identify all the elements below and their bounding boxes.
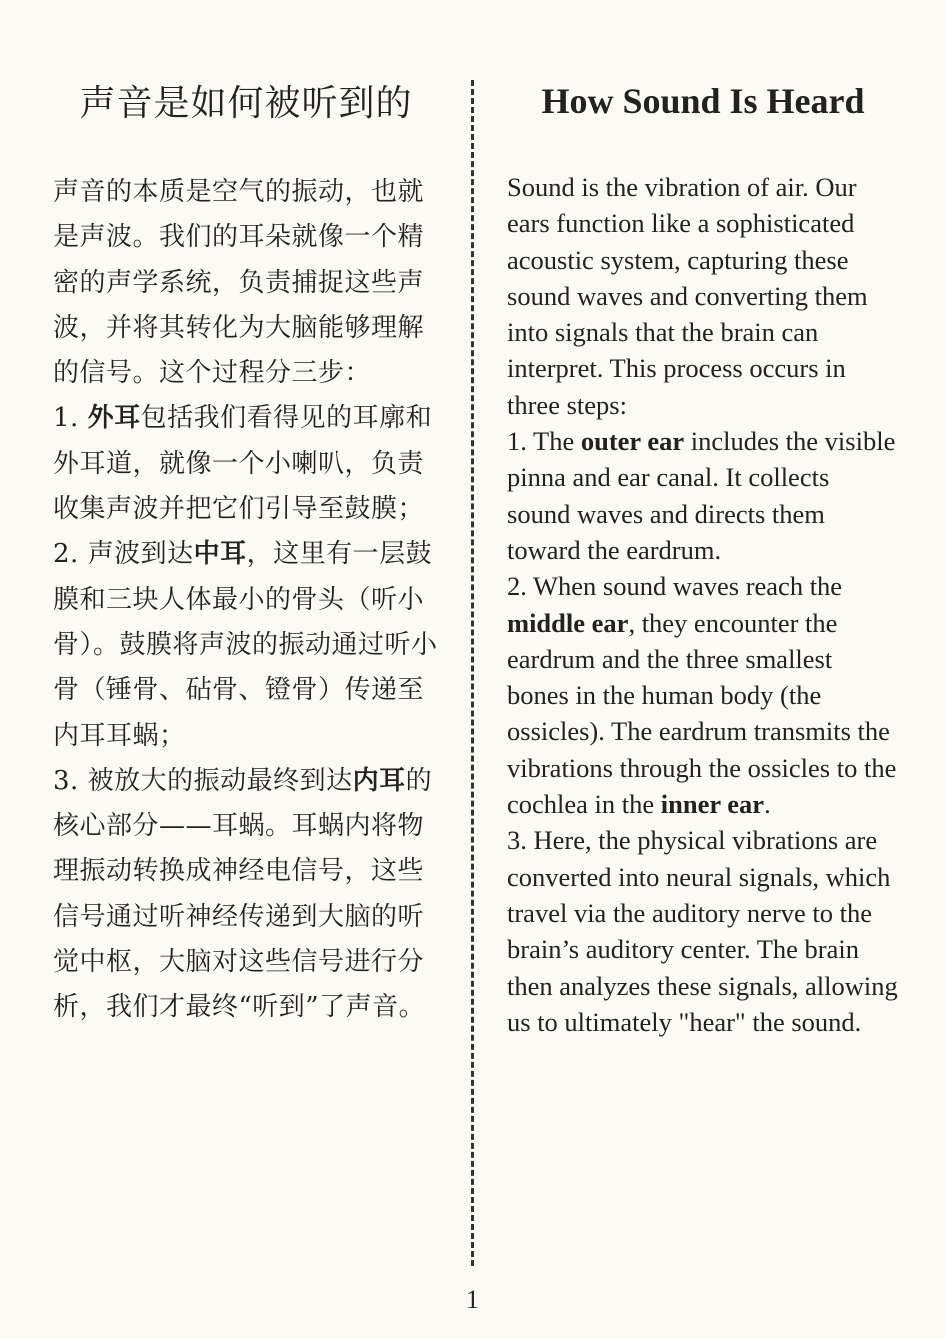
chinese-step-3: 3. 被放大的振动最终到达内耳的核心部分——耳蜗。耳蜗内将物理振动转换成神经电信号，这些信号通过听神经传递到大脑的听觉中枢，大脑对这些信号进行分析，我们才最终“听到”了声音。	[53, 765, 433, 1023]
english-step-1: 1. The outer ear includes the visible pinna and ear canal. It collects sound waves and directs them toward the eardrum.	[507, 426, 896, 565]
page-number: 1	[466, 1285, 479, 1314]
inner-ear-term-zh: 内耳	[352, 765, 406, 796]
outer-ear-term-zh: 外耳	[87, 403, 141, 434]
outer-ear-term-en: outer ear	[580, 426, 685, 457]
english-intro: Sound is the vibration of air. Our ears function like a sophisticated acoustic system, capturing these sound waves and converting them into signals that the brain can interpret. This process occurs in three steps:	[507, 172, 868, 420]
english-step-2: 2. When sound waves reach the middle ear, they encounter the eardrum and the three smallest bones in the human body (the ossicles). The eardrum transmits the vibrations through the ossicles to the cochlea in the inner ear.	[507, 571, 897, 820]
english-body	[507, 169, 899, 1040]
chinese-title: 声音是如何被听到的	[79, 83, 413, 124]
english-step-3: 3. Here, the physical vibrations are converted into neural signals, which travel via the auditory nerve to the brain’s auditory center. The brain then analyzes these signals, allowing us to ultimately "hear" the sound.	[507, 825, 898, 1037]
inner-ear-term-en: inner ear	[660, 789, 765, 820]
chinese-step-2: 2. 声波到达中耳，这里有一层鼓膜和三块人体最小的骨头（听小骨）。鼓膜将声波的振动通过听小骨（锤骨、砧骨、镫骨）传递至内耳耳蜗；	[53, 539, 438, 751]
chinese-body	[53, 170, 439, 1031]
chinese-intro: 声音的本质是空气的振动，也就是声波。我们的耳朵就像一个精密的声学系统，负责捕捉这些声波，并将其转化为大脑能够理解的信号。这个过程分三步：	[53, 177, 425, 389]
middle-ear-term-en: middle ear	[507, 607, 629, 638]
chinese-step-1: 1. 外耳包括我们看得见的耳廓和外耳道，就像一个小喇叭，负责收集声波并把它们引导至鼓膜；	[53, 403, 433, 525]
column-divider	[471, 80, 474, 1266]
middle-ear-term-zh: 中耳	[193, 539, 247, 570]
english-title: How Sound Is Heard	[541, 81, 865, 121]
